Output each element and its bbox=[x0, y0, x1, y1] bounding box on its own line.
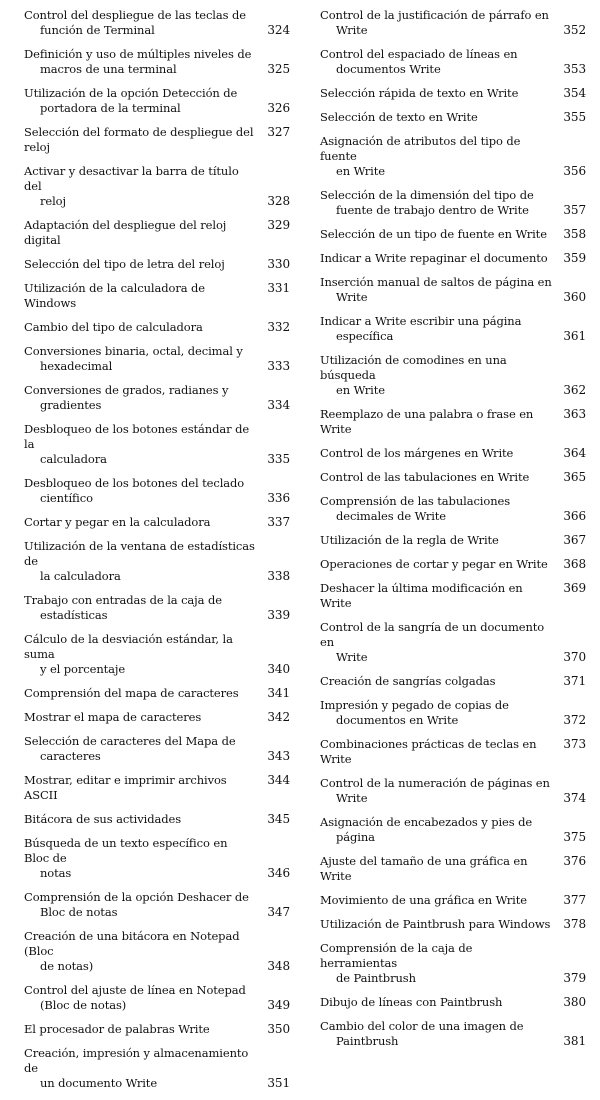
entry-title-line: Utilización de Paintbrush para Windows bbox=[320, 917, 551, 931]
entry-title-line: Reemplazo de una palabra o frase en Write bbox=[320, 407, 534, 436]
entry-title-line: Cambio del tipo de calculadora bbox=[24, 320, 203, 334]
entry-page-number: 340 bbox=[267, 662, 290, 676]
entry-title-line: Selección de texto en Write bbox=[320, 110, 478, 124]
entry-page-number: 350 bbox=[267, 1022, 290, 1036]
entry-page-number: 373 bbox=[563, 737, 586, 751]
entry-page-number: 339 bbox=[267, 608, 290, 622]
entry-title-line: Mostrar, editar e imprimir archivos ASCII bbox=[24, 773, 227, 802]
index-entry bbox=[320, 737, 586, 767]
right-column bbox=[320, 8, 586, 1058]
entry-title-line: Operaciones de cortar y pegar en Write bbox=[320, 557, 548, 571]
index-entry bbox=[320, 494, 586, 524]
index-entry bbox=[320, 776, 586, 806]
index-entry bbox=[24, 773, 290, 803]
entry-page-number: 325 bbox=[267, 62, 290, 76]
entry-title-line: y el porcentaje bbox=[40, 662, 126, 676]
entry-title-line: Utilización de la calculadora de Windows bbox=[24, 281, 205, 310]
index-entry bbox=[320, 188, 586, 218]
entry-title-line: decimales de Write bbox=[336, 509, 447, 523]
entry-page-number: 336 bbox=[267, 491, 290, 505]
entry-page-number: 347 bbox=[267, 905, 290, 919]
index-entry bbox=[24, 86, 290, 116]
index-entry bbox=[24, 422, 290, 467]
entry-title-line: (Bloc de notas) bbox=[40, 998, 127, 1012]
entry-page-number: 333 bbox=[267, 359, 290, 373]
entry-page-number: 338 bbox=[267, 569, 290, 583]
index-entry bbox=[320, 470, 586, 485]
entry-page-number: 374 bbox=[563, 791, 586, 805]
entry-page-number: 337 bbox=[267, 515, 290, 529]
entry-title-line: Inserción manual de saltos de página en bbox=[320, 275, 552, 289]
entry-page-number: 367 bbox=[563, 533, 586, 547]
entry-title-line: Creación de una bitácora en Notepad (Bloc bbox=[24, 929, 240, 958]
entry-title-line: Control del despliegue de las teclas de bbox=[24, 8, 246, 22]
index-entry bbox=[24, 383, 290, 413]
index-entry bbox=[24, 632, 290, 677]
entry-page-number: 328 bbox=[267, 194, 290, 208]
entry-title-line: Búsqueda de un texto específico en Bloc de bbox=[24, 836, 228, 865]
index-entry bbox=[320, 353, 586, 398]
entry-page-number: 359 bbox=[563, 251, 586, 265]
entry-title-line: Selección del tipo de letra del reloj bbox=[24, 257, 225, 271]
entry-page-number: 364 bbox=[563, 446, 586, 460]
index-entry bbox=[24, 734, 290, 764]
index-entry bbox=[320, 698, 586, 728]
entry-title-line: la calculadora bbox=[40, 569, 121, 583]
entry-title-line: Mostrar el mapa de caracteres bbox=[24, 710, 202, 724]
entry-title-line: Ajuste del tamaño de una gráfica en Write bbox=[320, 854, 528, 883]
entry-title-line: Paintbrush bbox=[336, 1034, 399, 1048]
index-entry bbox=[24, 47, 290, 77]
entry-title-line: Utilización de la regla de Write bbox=[320, 533, 499, 547]
entry-title-line: Dibujo de líneas con Paintbrush bbox=[320, 995, 503, 1009]
entry-page-number: 369 bbox=[563, 581, 586, 595]
entry-page-number: 378 bbox=[563, 917, 586, 931]
entry-page-number: 326 bbox=[267, 101, 290, 115]
entry-title-line: científico bbox=[40, 491, 93, 505]
entry-title-line: Comprensión de la opción Deshacer de bbox=[24, 890, 249, 904]
entry-page-number: 351 bbox=[267, 1076, 290, 1090]
entry-title-line: Conversiones de grados, radianes y bbox=[24, 383, 229, 397]
index-entry bbox=[24, 686, 290, 701]
index-entry bbox=[320, 854, 586, 884]
entry-page-number: 342 bbox=[267, 710, 290, 724]
index-entry bbox=[24, 890, 290, 920]
index-entry bbox=[24, 836, 290, 881]
index-entry bbox=[320, 941, 586, 986]
entry-title-line: notas bbox=[40, 866, 72, 880]
index-entry bbox=[24, 344, 290, 374]
entry-title-line: Activar y desactivar la barra de título del bbox=[24, 164, 239, 193]
entry-page-number: 335 bbox=[267, 452, 290, 466]
index-entry bbox=[24, 257, 290, 272]
entry-title-line: Comprensión de la caja de herramientas bbox=[320, 941, 473, 970]
entry-title-line: fuente de trabajo dentro de Write bbox=[336, 203, 529, 217]
entry-title-line: Indicar a Write repaginar el documento bbox=[320, 251, 548, 265]
entry-title-line: Cambio del color de una imagen de bbox=[320, 1019, 524, 1033]
index-entry bbox=[24, 593, 290, 623]
entry-title-line: Cálculo de la desviación estándar, la suma bbox=[24, 632, 233, 661]
entry-title-line: Utilización de la ventana de estadísticas de bbox=[24, 539, 255, 568]
index-entry bbox=[320, 533, 586, 548]
entry-page-number: 363 bbox=[563, 407, 586, 421]
entry-page-number: 349 bbox=[267, 998, 290, 1012]
entry-page-number: 366 bbox=[563, 509, 586, 523]
index-entry bbox=[320, 407, 586, 437]
entry-title-line: portadora de la terminal bbox=[40, 101, 181, 115]
entry-page-number: 360 bbox=[563, 290, 586, 304]
entry-page-number: 348 bbox=[267, 959, 290, 973]
entry-title-line: Selección de un tipo de fuente en Write bbox=[320, 227, 547, 241]
entry-page-number: 361 bbox=[563, 329, 586, 343]
index-entry bbox=[24, 983, 290, 1013]
entry-title-line: Combinaciones prácticas de teclas en Write bbox=[320, 737, 537, 766]
entry-title-line: caracteres bbox=[40, 749, 101, 763]
entry-title-line: documentos en Write bbox=[336, 713, 459, 727]
entry-page-number: 332 bbox=[267, 320, 290, 334]
entry-page-number: 381 bbox=[563, 1034, 586, 1048]
entry-page-number: 371 bbox=[563, 674, 586, 688]
entry-page-number: 362 bbox=[563, 383, 586, 397]
entry-page-number: 372 bbox=[563, 713, 586, 727]
entry-title-line: Creación, impresión y almacenamiento de bbox=[24, 1046, 249, 1075]
entry-title-line: Selección rápida de texto en Write bbox=[320, 86, 519, 100]
entry-page-number: 380 bbox=[563, 995, 586, 1009]
entry-page-number: 346 bbox=[267, 866, 290, 880]
index-entry bbox=[320, 8, 586, 38]
index-entry bbox=[24, 539, 290, 584]
entry-title-line: Write bbox=[336, 650, 368, 664]
entry-title-line: Write bbox=[336, 23, 368, 37]
entry-title-line: gradientes bbox=[40, 398, 102, 412]
entry-title-line: Conversiones binaria, octal, decimal y bbox=[24, 344, 243, 358]
entry-title-line: Write bbox=[336, 290, 368, 304]
entry-title-line: Impresión y pegado de copias de bbox=[320, 698, 509, 712]
entry-page-number: 329 bbox=[267, 218, 290, 232]
entry-title-line: Selección de caracteres del Mapa de bbox=[24, 734, 236, 748]
index-entry bbox=[320, 581, 586, 611]
entry-title-line: Desbloqueo de los botones estándar de la bbox=[24, 422, 250, 451]
entry-title-line: página bbox=[336, 830, 375, 844]
entry-title-line: Definición y uso de múltiples niveles de bbox=[24, 47, 252, 61]
entry-page-number: 377 bbox=[563, 893, 586, 907]
entry-page-number: 344 bbox=[267, 773, 290, 787]
index-entry bbox=[320, 227, 586, 242]
entry-title-line: de Paintbrush bbox=[336, 971, 416, 985]
index-entry bbox=[24, 320, 290, 335]
entry-page-number: 345 bbox=[267, 812, 290, 826]
index-entry bbox=[320, 815, 586, 845]
entry-title-line: Control de los márgenes en Write bbox=[320, 446, 514, 460]
index-entry bbox=[320, 1019, 586, 1049]
entry-title-line: Selección del formato de despliegue del reloj bbox=[24, 125, 254, 154]
entry-title-line: un documento Write bbox=[40, 1076, 158, 1090]
entry-title-line: macros de una terminal bbox=[40, 62, 177, 76]
entry-title-line: Creación de sangrías colgadas bbox=[320, 674, 496, 688]
index-entry bbox=[24, 929, 290, 974]
index-entry bbox=[320, 275, 586, 305]
entry-title-line: Adaptación del despliegue del reloj digital bbox=[24, 218, 227, 247]
entry-title-line: documentos Write bbox=[336, 62, 441, 76]
index-entry bbox=[320, 893, 586, 908]
entry-title-line: Bloc de notas bbox=[40, 905, 118, 919]
entry-title-line: Comprensión del mapa de caracteres bbox=[24, 686, 239, 700]
entry-title-line: Cortar y pegar en la calculadora bbox=[24, 515, 211, 529]
entry-title-line: Comprensión de las tabulaciones bbox=[320, 494, 511, 508]
entry-page-number: 379 bbox=[563, 971, 586, 985]
index-entry bbox=[320, 446, 586, 461]
entry-page-number: 375 bbox=[563, 830, 586, 844]
entry-title-line: Trabajo con entradas de la caja de bbox=[24, 593, 222, 607]
entry-title-line: Control del ajuste de línea en Notepad bbox=[24, 983, 246, 997]
entry-title-line: Control de la justificación de párrafo en bbox=[320, 8, 549, 22]
entry-page-number: 353 bbox=[563, 62, 586, 76]
entry-title-line: Movimiento de una gráfica en Write bbox=[320, 893, 527, 907]
entry-title-line: Control de la sangría de un documento en bbox=[320, 620, 545, 649]
index-entry bbox=[24, 164, 290, 209]
entry-title-line: Control del espaciado de líneas en bbox=[320, 47, 518, 61]
index-entry bbox=[320, 620, 586, 665]
entry-page-number: 354 bbox=[563, 86, 586, 100]
entry-page-number: 356 bbox=[563, 164, 586, 178]
entry-title-line: Write bbox=[336, 791, 368, 805]
entry-title-line: Utilización de comodines en una búsqueda bbox=[320, 353, 507, 382]
entry-page-number: 355 bbox=[563, 110, 586, 124]
index-entry bbox=[320, 557, 586, 572]
index-entry bbox=[24, 125, 290, 155]
index-entry bbox=[24, 8, 290, 38]
index-entry bbox=[320, 251, 586, 266]
entry-page-number: 376 bbox=[563, 854, 586, 868]
entry-title-line: Control de la numeración de páginas en bbox=[320, 776, 550, 790]
entry-page-number: 324 bbox=[267, 23, 290, 37]
index-entry bbox=[320, 110, 586, 125]
entry-title-line: función de Terminal bbox=[40, 23, 155, 37]
entry-page-number: 357 bbox=[563, 203, 586, 217]
entry-page-number: 334 bbox=[267, 398, 290, 412]
entry-title-line: Control de las tabulaciones en Write bbox=[320, 470, 530, 484]
index-entry bbox=[24, 710, 290, 725]
entry-page-number: 327 bbox=[267, 125, 290, 139]
entry-title-line: de notas) bbox=[40, 959, 94, 973]
entry-title-line: en Write bbox=[336, 164, 385, 178]
entry-title-line: El procesador de palabras Write bbox=[24, 1022, 210, 1036]
index-entry bbox=[320, 134, 586, 179]
index-entry bbox=[320, 314, 586, 344]
entry-page-number: 352 bbox=[563, 23, 586, 37]
entry-page-number: 330 bbox=[267, 257, 290, 271]
entry-title-line: Asignación de atributos del tipo de fuente bbox=[320, 134, 521, 163]
index-entry bbox=[320, 917, 586, 932]
index-entry bbox=[24, 218, 290, 248]
index-entry bbox=[24, 281, 290, 311]
entry-page-number: 358 bbox=[563, 227, 586, 241]
entry-title-line: en Write bbox=[336, 383, 385, 397]
entry-title-line: estadísticas bbox=[40, 608, 108, 622]
entry-title-line: Utilización de la opción Detección de bbox=[24, 86, 238, 100]
entry-title-line: Indicar a Write escribir una página bbox=[320, 314, 522, 328]
entry-page-number: 365 bbox=[563, 470, 586, 484]
index-entry bbox=[24, 812, 290, 827]
entry-title-line: Selección de la dimensión del tipo de bbox=[320, 188, 534, 202]
entry-page-number: 341 bbox=[267, 686, 290, 700]
entry-page-number: 368 bbox=[563, 557, 586, 571]
index-entry bbox=[24, 1022, 290, 1037]
entry-title-line: reloj bbox=[40, 194, 66, 208]
entry-title-line: hexadecimal bbox=[40, 359, 113, 373]
index-entry bbox=[320, 47, 586, 77]
entry-title-line: calculadora bbox=[40, 452, 107, 466]
entry-title-line: Asignación de encabezados y pies de bbox=[320, 815, 533, 829]
index-entry bbox=[320, 86, 586, 101]
index-entry bbox=[24, 1046, 290, 1091]
entry-title-line: Desbloqueo de los botones del teclado bbox=[24, 476, 245, 490]
index-entry bbox=[320, 995, 586, 1010]
left-column bbox=[24, 8, 290, 1100]
index-entry bbox=[320, 674, 586, 689]
entry-title-line: Deshacer la última modificación en Write bbox=[320, 581, 523, 610]
entry-title-line: Bitácora de sus actividades bbox=[24, 812, 182, 826]
entry-page-number: 343 bbox=[267, 749, 290, 763]
index-entry bbox=[24, 515, 290, 530]
entry-title-line: específica bbox=[336, 329, 394, 343]
entry-page-number: 370 bbox=[563, 650, 586, 664]
index-entry bbox=[24, 476, 290, 506]
entry-page-number: 331 bbox=[267, 281, 290, 295]
